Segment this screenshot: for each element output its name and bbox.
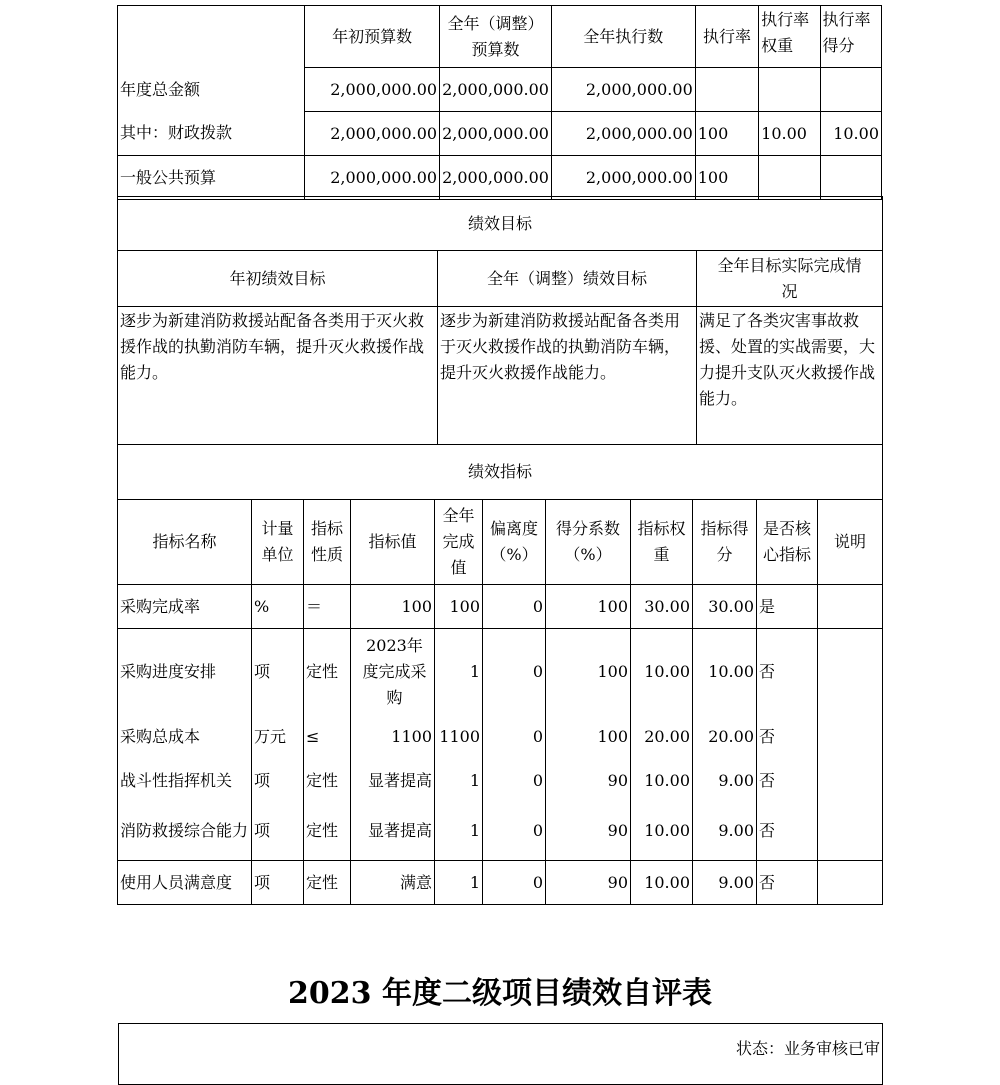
budget-cell-executed: 2,000,000.00 <box>551 68 695 112</box>
ind-cell-done: 100 <box>435 585 483 629</box>
ind-cell-weight: 20.00 <box>631 715 693 759</box>
ind-header-score: 指标得分 <box>693 500 757 585</box>
ind-cell-score: 9.00 <box>693 759 757 803</box>
ind-cell-nature: 定性 <box>304 803 351 861</box>
next-table-frame <box>118 1023 883 1085</box>
goals-adjusted-text: 逐步为新建消防救援站配备各类用于灭火救援作战的执勤消防车辆，提升灭火救援作战能力。 <box>438 307 697 445</box>
ind-header-nature: 指标性质 <box>304 500 351 585</box>
ind-cell-done: 1 <box>435 861 483 905</box>
budget-cell-score <box>820 68 881 112</box>
ind-cell-name: 使用人员满意度 <box>118 861 252 905</box>
ind-cell-weight: 30.00 <box>631 585 693 629</box>
ind-cell-unit: 万元 <box>252 715 304 759</box>
budget-corner-cell <box>118 6 305 68</box>
ind-cell-nature: 定性 <box>304 629 351 715</box>
ind-cell-deviation: 0 <box>483 715 546 759</box>
budget-cell-rate <box>695 68 758 112</box>
ind-header-value: 指标值 <box>351 500 435 585</box>
page-title: 2023 年度二级项目绩效自评表 <box>288 976 712 1011</box>
ind-cell-score: 9.00 <box>693 803 757 861</box>
ind-cell-note <box>818 759 883 803</box>
budget-cell-executed: 2,000,000.00 <box>551 112 695 156</box>
ind-cell-coef: 100 <box>546 585 631 629</box>
header-executed: 全年执行数 <box>551 6 695 68</box>
budget-cell-initial: 2,000,000.00 <box>305 112 440 156</box>
ind-cell-value: 满意 <box>351 861 435 905</box>
header-rate-weight: 执行率权重 <box>759 6 820 68</box>
ind-header-coef: 得分系数（%） <box>546 500 631 585</box>
ind-header-deviation: 偏离度（%） <box>483 500 546 585</box>
budget-cell-rate: 100 <box>695 112 758 156</box>
table-row <box>118 759 883 803</box>
ind-cell-value: 显著提高 <box>351 803 435 861</box>
ind-cell-nature: ≤ <box>304 715 351 759</box>
ind-cell-score: 9.00 <box>693 861 757 905</box>
status-text: 状态：业务审核已审 <box>735 1039 880 1058</box>
budget-cell-weight <box>759 68 820 112</box>
header-adjusted-budget: 全年（调整）预算数 <box>440 6 552 68</box>
budget-cell-weight: 10.00 <box>759 112 820 156</box>
budget-cell-initial: 2,000,000.00 <box>305 156 440 200</box>
ind-cell-score: 20.00 <box>693 715 757 759</box>
ind-cell-deviation: 0 <box>483 629 546 715</box>
ind-cell-note <box>818 803 883 861</box>
goals-initial-head: 年初绩效目标 <box>118 251 438 307</box>
ind-cell-value: 1100 <box>351 715 435 759</box>
ind-cell-core: 否 <box>757 715 818 759</box>
budget-cell-rate: 100 <box>695 156 758 200</box>
header-initial-budget: 年初预算数 <box>305 6 440 68</box>
ind-cell-core: 否 <box>757 803 818 861</box>
ind-cell-note <box>818 715 883 759</box>
indicators-table <box>117 444 883 905</box>
ind-cell-deviation: 0 <box>483 585 546 629</box>
ind-cell-unit: % <box>252 585 304 629</box>
ind-cell-unit: 项 <box>252 759 304 803</box>
ind-header-unit: 计量单位 <box>252 500 304 585</box>
ind-cell-name: 采购总成本 <box>118 715 252 759</box>
header-exec-rate: 执行率 <box>695 6 758 68</box>
ind-cell-unit: 项 <box>252 803 304 861</box>
ind-cell-note <box>818 585 883 629</box>
budget-cell-weight <box>759 156 820 200</box>
table-row <box>118 715 883 759</box>
budget-row-label: 其中：财政拨款 <box>118 112 305 156</box>
ind-cell-name: 采购进度安排 <box>118 629 252 715</box>
ind-cell-deviation: 0 <box>483 803 546 861</box>
goals-adjusted-head: 全年（调整）绩效目标 <box>438 251 697 307</box>
ind-cell-score: 10.00 <box>693 629 757 715</box>
ind-cell-weight: 10.00 <box>631 861 693 905</box>
budget-cell-adjusted: 2,000,000.00 <box>440 156 552 200</box>
budget-table <box>117 5 882 200</box>
ind-cell-coef: 100 <box>546 629 631 715</box>
ind-cell-core: 是 <box>757 585 818 629</box>
table-row <box>118 861 883 905</box>
goals-actual-text: 满足了各类灾害事故救援、处置的实战需要，大力提升支队灭火救援作战能力。 <box>697 307 883 445</box>
table-row <box>118 629 883 715</box>
ind-cell-deviation: 0 <box>483 759 546 803</box>
ind-cell-weight: 10.00 <box>631 803 693 861</box>
table-row <box>118 803 883 861</box>
ind-cell-core: 否 <box>757 759 818 803</box>
ind-cell-value: 100 <box>351 585 435 629</box>
indicators-section-title: 绩效指标 <box>118 445 883 500</box>
budget-row-label: 一般公共预算 <box>118 156 305 200</box>
ind-cell-done: 1 <box>435 803 483 861</box>
ind-cell-unit: 项 <box>252 629 304 715</box>
budget-row-label: 年度总金额 <box>118 68 305 112</box>
ind-header-core: 是否核心指标 <box>757 500 818 585</box>
ind-header-done: 全年完成值 <box>435 500 483 585</box>
table-row <box>118 585 883 629</box>
budget-cell-initial: 2,000,000.00 <box>305 68 440 112</box>
budget-cell-adjusted: 2,000,000.00 <box>440 112 552 156</box>
ind-cell-name: 消防救援综合能力 <box>118 803 252 861</box>
ind-cell-name: 战斗性指挥机关 <box>118 759 252 803</box>
ind-cell-note <box>818 629 883 715</box>
ind-cell-coef: 100 <box>546 715 631 759</box>
ind-cell-core: 否 <box>757 629 818 715</box>
goals-section-title: 绩效目标 <box>118 197 883 251</box>
ind-cell-done: 1 <box>435 629 483 715</box>
ind-cell-nature: 定性 <box>304 861 351 905</box>
goals-actual-head: 全年目标实际完成情况 <box>697 251 883 307</box>
header-rate-score: 执行率得分 <box>820 6 881 68</box>
ind-cell-nature: 定性 <box>304 759 351 803</box>
ind-cell-unit: 项 <box>252 861 304 905</box>
ind-cell-nature: ＝ <box>304 585 351 629</box>
ind-cell-name: 采购完成率 <box>118 585 252 629</box>
ind-header-note: 说明 <box>818 500 883 585</box>
ind-cell-value: 2023年度完成采购 <box>351 629 435 715</box>
budget-cell-score: 10.00 <box>820 112 881 156</box>
ind-cell-score: 30.00 <box>693 585 757 629</box>
ind-cell-value: 显著提高 <box>351 759 435 803</box>
budget-cell-score <box>820 156 881 200</box>
budget-cell-executed: 2,000,000.00 <box>551 156 695 200</box>
ind-cell-note <box>818 861 883 905</box>
ind-cell-weight: 10.00 <box>631 759 693 803</box>
ind-header-name: 指标名称 <box>118 500 252 585</box>
ind-cell-done: 1100 <box>435 715 483 759</box>
ind-cell-coef: 90 <box>546 861 631 905</box>
budget-cell-adjusted: 2,000,000.00 <box>440 68 552 112</box>
goals-initial-text: 逐步为新建消防救援站配备各类用于灭火救援作战的执勤消防车辆，提升灭火救援作战能力。 <box>118 307 438 445</box>
goals-table <box>117 196 883 445</box>
ind-cell-deviation: 0 <box>483 861 546 905</box>
ind-cell-coef: 90 <box>546 759 631 803</box>
ind-cell-core: 否 <box>757 861 818 905</box>
ind-header-weight: 指标权重 <box>631 500 693 585</box>
ind-cell-weight: 10.00 <box>631 629 693 715</box>
ind-cell-coef: 90 <box>546 803 631 861</box>
ind-cell-done: 1 <box>435 759 483 803</box>
